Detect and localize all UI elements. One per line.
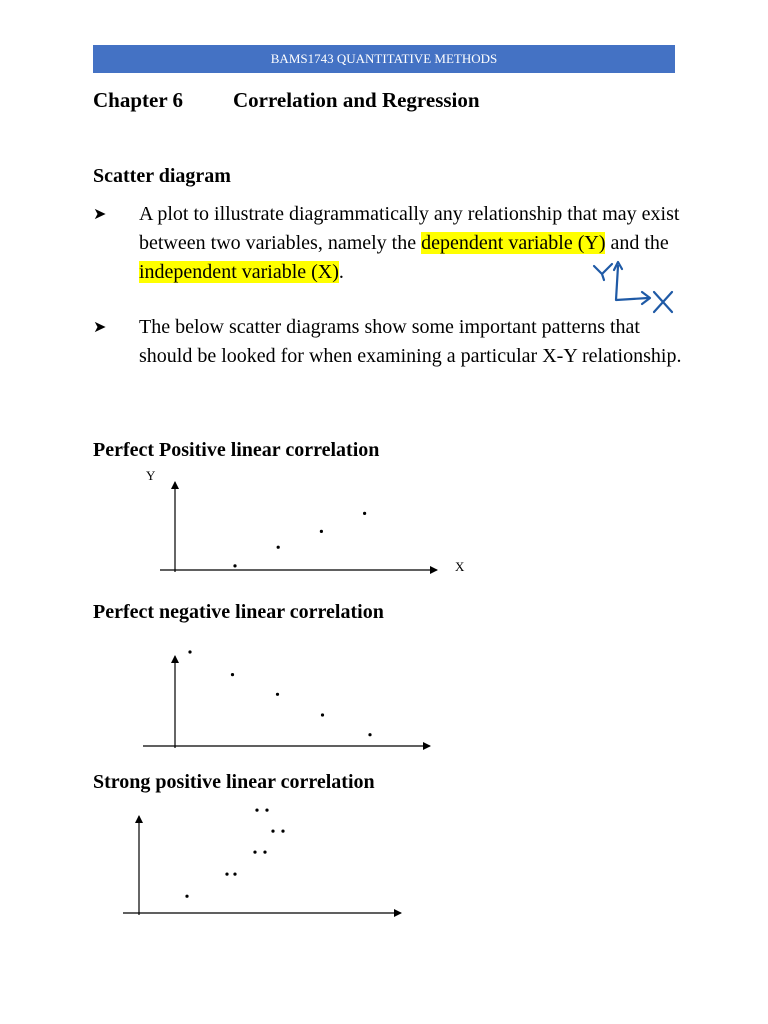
chart-1-ylabel: Y bbox=[146, 468, 156, 483]
chart-3-point-1 bbox=[185, 895, 188, 898]
chart-2-point-3 bbox=[276, 693, 279, 696]
arrowhead-bullet-icon: ➤ bbox=[93, 319, 107, 336]
chart-1-point-3 bbox=[320, 530, 323, 533]
highlight-independent-variable: independent variable (X) bbox=[139, 261, 339, 283]
chart-3-point-7 bbox=[281, 830, 284, 833]
chart-3-point-8 bbox=[255, 809, 258, 812]
chapter-number: Chapter 6 bbox=[93, 88, 184, 112]
chart-2-point-4 bbox=[321, 713, 324, 716]
bullet-1-part3: . bbox=[338, 261, 344, 283]
scatter-diagram-heading: Scatter diagram bbox=[93, 165, 231, 187]
chart-1-point-1 bbox=[233, 564, 236, 567]
highlight-dependent-variable: dependent variable (Y) bbox=[421, 232, 606, 254]
chart-2-point-5 bbox=[368, 733, 371, 736]
chart-3-point-3 bbox=[233, 873, 236, 876]
chart-2-title: Perfect negative linear correlation bbox=[93, 601, 384, 623]
bullet-1-part1: A plot to illustrate diagrammatically any relationship that may exist between two variables, namely the bbox=[139, 203, 680, 254]
bullet-1-part2: and the bbox=[605, 232, 669, 254]
bullet-2-text: The below scatter diagrams show some important patterns that should be looked for when examining a particular X-Y relationship. bbox=[139, 316, 682, 367]
chart-1-point-2 bbox=[277, 546, 280, 549]
chart-3-point-6 bbox=[271, 830, 274, 833]
chart-2-point-1 bbox=[188, 650, 191, 653]
arrowhead-bullet-icon: ➤ bbox=[93, 206, 107, 223]
chart-2-point-2 bbox=[231, 673, 234, 676]
chart-1-xlabel: X bbox=[455, 559, 465, 574]
chart-3-title: Strong positive linear correlation bbox=[93, 771, 375, 793]
chart-1-title: Perfect Positive linear correlation bbox=[93, 439, 380, 461]
chapter-name: Correlation and Regression bbox=[233, 88, 480, 112]
chart-3-point-9 bbox=[265, 809, 268, 812]
chart-3-point-4 bbox=[253, 851, 256, 854]
course-banner-text: BAMS1743 QUANTITATIVE METHODS bbox=[270, 51, 498, 66]
chart-3-point-2 bbox=[225, 873, 228, 876]
chart-1-point-4 bbox=[363, 512, 366, 515]
chart-3-point-5 bbox=[263, 851, 266, 854]
